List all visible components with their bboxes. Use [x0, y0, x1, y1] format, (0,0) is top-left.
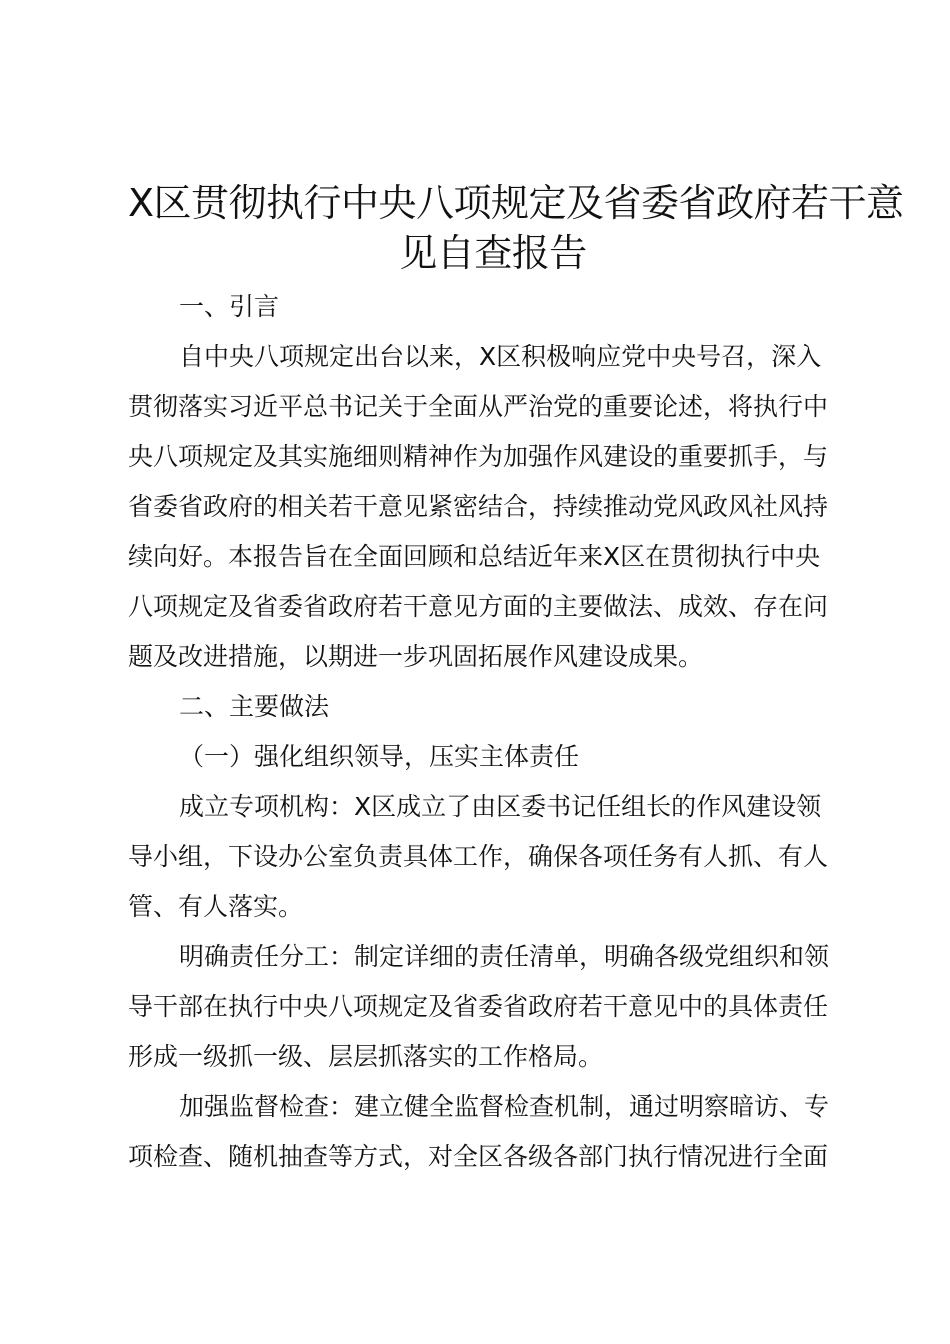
paragraph-line: 形成一级抓一级、层层抓落实的工作格局。	[128, 1042, 604, 1071]
paragraph-line: 自中央八项规定出台以来，X区积极响应党中央号召，深入	[179, 342, 822, 371]
title-line: 见自查报告	[399, 231, 587, 275]
paragraph-line: 导小组，下设办公室负责具体工作，确保各项任务有人抓、有人	[128, 842, 829, 871]
paragraph-line: 管、有人落实。	[128, 892, 304, 921]
paragraph-line: 项检查、随机抽查等方式，对全区各级各部门执行情况进行全面	[128, 1142, 829, 1171]
paragraph-line: 导干部在执行中央八项规定及省委省政府若干意见中的具体责任	[128, 992, 829, 1021]
item-paragraph-special-agency	[128, 782, 848, 932]
section-heading-main-practices: 二、主要做法	[179, 692, 330, 721]
paragraph-line: 明确责任分工：制定详细的责任清单，明确各级党组织和领	[179, 942, 830, 971]
paragraph-line: 续向好。本报告旨在全面回顾和总结近年来X区在贯彻执行中央	[128, 542, 821, 571]
section-heading-intro: 一、引言	[179, 292, 280, 321]
document-title	[128, 178, 904, 278]
paragraph-line: 成立专项机构：X区成立了由区委书记任组长的作风建设领	[179, 792, 822, 821]
paragraph-line: 题及改进措施，以期进一步巩固拓展作风建设成果。	[128, 642, 704, 671]
document-body	[128, 282, 848, 1182]
item-paragraph-supervision	[128, 1082, 848, 1182]
paragraph-line: 加强监督检查：建立健全监督检查机制，通过明察暗访、专	[179, 1092, 830, 1121]
title-line: X区贯彻执行中央八项规定及省委省政府若干意	[128, 181, 904, 225]
intro-paragraph	[128, 332, 848, 682]
subsection-heading-leadership: （一）强化组织领导，压实主体责任	[179, 742, 580, 771]
paragraph-line: 省委省政府的相关若干意见紧密结合，持续推动党风政风社风持	[128, 492, 829, 521]
paragraph-line: 贯彻落实习近平总书记关于全面从严治党的重要论述，将执行中	[128, 392, 829, 421]
paragraph-line: 央八项规定及其实施细则精神作为加强作风建设的重要抓手，与	[128, 442, 829, 471]
item-paragraph-responsibility	[128, 932, 848, 1082]
paragraph-line: 八项规定及省委省政府若干意见方面的主要做法、成效、存在问	[128, 592, 829, 621]
